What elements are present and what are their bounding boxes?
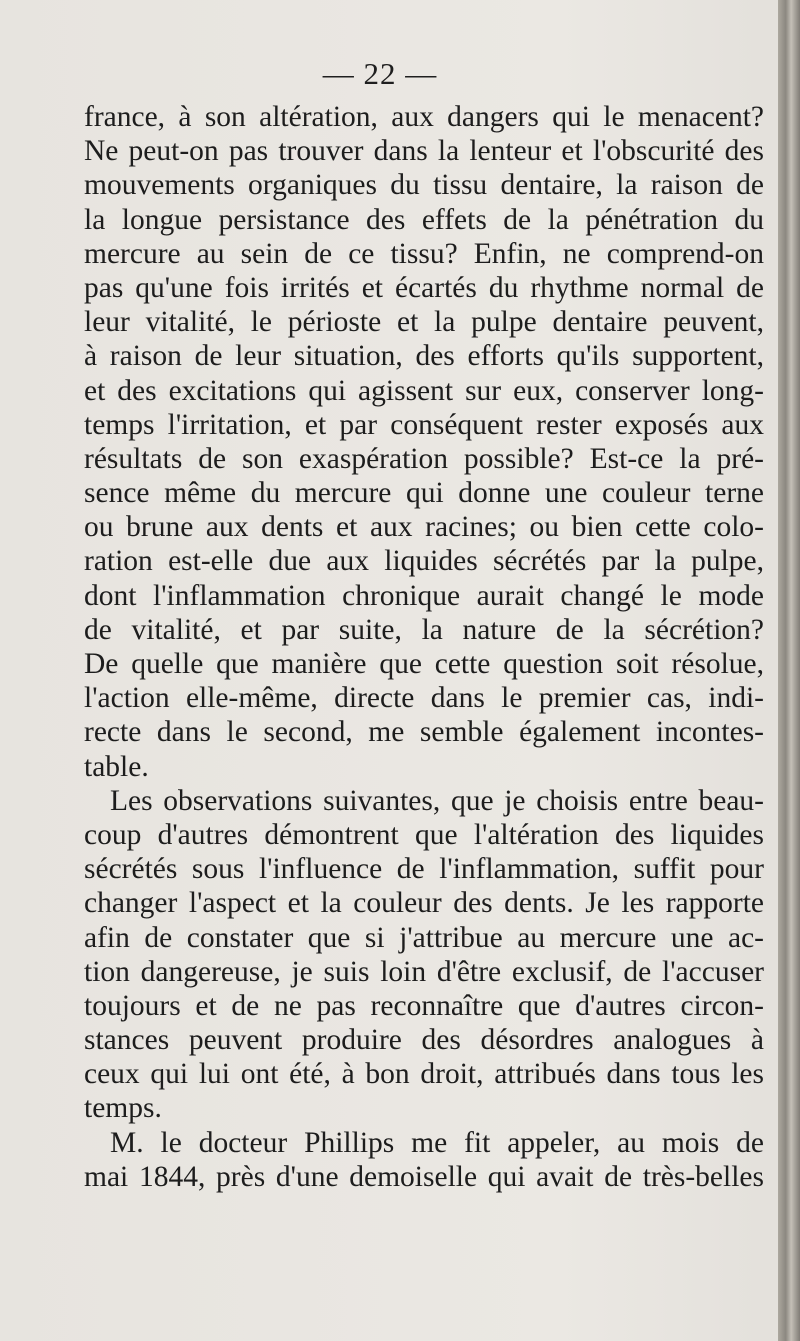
text-line: Ne peut-on pas trouver dans la lenteur et l'obscurité des	[84, 135, 764, 168]
text-line: ou brune aux dents et aux racines; ou bien cette colo-	[84, 511, 764, 544]
text-line: table.	[84, 750, 149, 783]
text-line: tion dangereuse, je suis loin d'être exclusif, de l'accuser	[84, 955, 764, 988]
text-line: leur vitalité, le périoste et la pulpe dentaire peuvent,	[84, 306, 764, 339]
text-line: mai 1844, près d'une demoiselle qui avait de très-belles	[84, 1160, 764, 1193]
text-line: à raison de leur situation, des efforts qu'ils supportent,	[84, 340, 764, 373]
text-line: résultats de son exaspération possible? Est-ce la pré-	[84, 442, 764, 475]
text-line: l'action elle-même, directe dans le premier cas, indi-	[84, 682, 764, 715]
text-line: ceux qui lui ont été, à bon droit, attribués dans tous les	[84, 1058, 764, 1091]
page-number: — 22 —	[322, 56, 438, 91]
text-line: stances peuvent produire des désordres analogues à	[84, 1024, 764, 1057]
text-line: afin de constater que si j'attribue au mercure une ac-	[84, 921, 764, 954]
text-line: dont l'inflammation chronique aurait changé le mode	[84, 579, 764, 612]
text-line: la longue persistance des effets de la pénétration du	[84, 203, 764, 236]
body-text	[84, 100, 764, 1194]
text-line: Les observations suivantes, que je choisis entre beau-	[110, 784, 764, 817]
text-line: pas qu'une fois irrités et écartés du rhythme normal de	[84, 271, 764, 304]
text-line: sence même du mercure qui donne une couleur terne	[84, 477, 764, 510]
text-line: changer l'aspect et la couleur des dents. Je les rapporte	[84, 887, 764, 920]
text-line: temps.	[84, 1092, 162, 1125]
text-line: france, à son altération, aux dangers qui le menacent?	[84, 101, 764, 133]
text-line: mercure au sein de ce tissu? Enfin, ne comprend-on	[84, 237, 764, 270]
text-line: mouvements organiques du tissu dentaire, la raison de	[84, 169, 764, 202]
text-line: ration est-elle due aux liquides sécrétés par la pulpe,	[84, 545, 764, 578]
text-line: temps l'irritation, et par conséquent rester exposés aux	[84, 408, 764, 441]
text-line: coup d'autres démontrent que l'altération des liquides	[84, 818, 764, 851]
text-line: et des excitations qui agissent sur eux, conserver long-	[84, 374, 764, 407]
text-line: toujours et de ne pas reconnaître que d'autres circon-	[84, 989, 764, 1022]
text-line: De quelle que manière que cette question soit résolue,	[84, 648, 764, 680]
text-line: recte dans le second, me semble également incontes-	[84, 716, 764, 749]
text-line: de vitalité, et par suite, la nature de la sécrétion?	[84, 613, 764, 646]
text-line: sécrétés sous l'influence de l'inflammation, suffit pour	[84, 853, 764, 886]
text-line: M. le docteur Phillips me fit appeler, au mois de	[110, 1126, 764, 1159]
page-edge-shadow	[778, 0, 800, 1341]
